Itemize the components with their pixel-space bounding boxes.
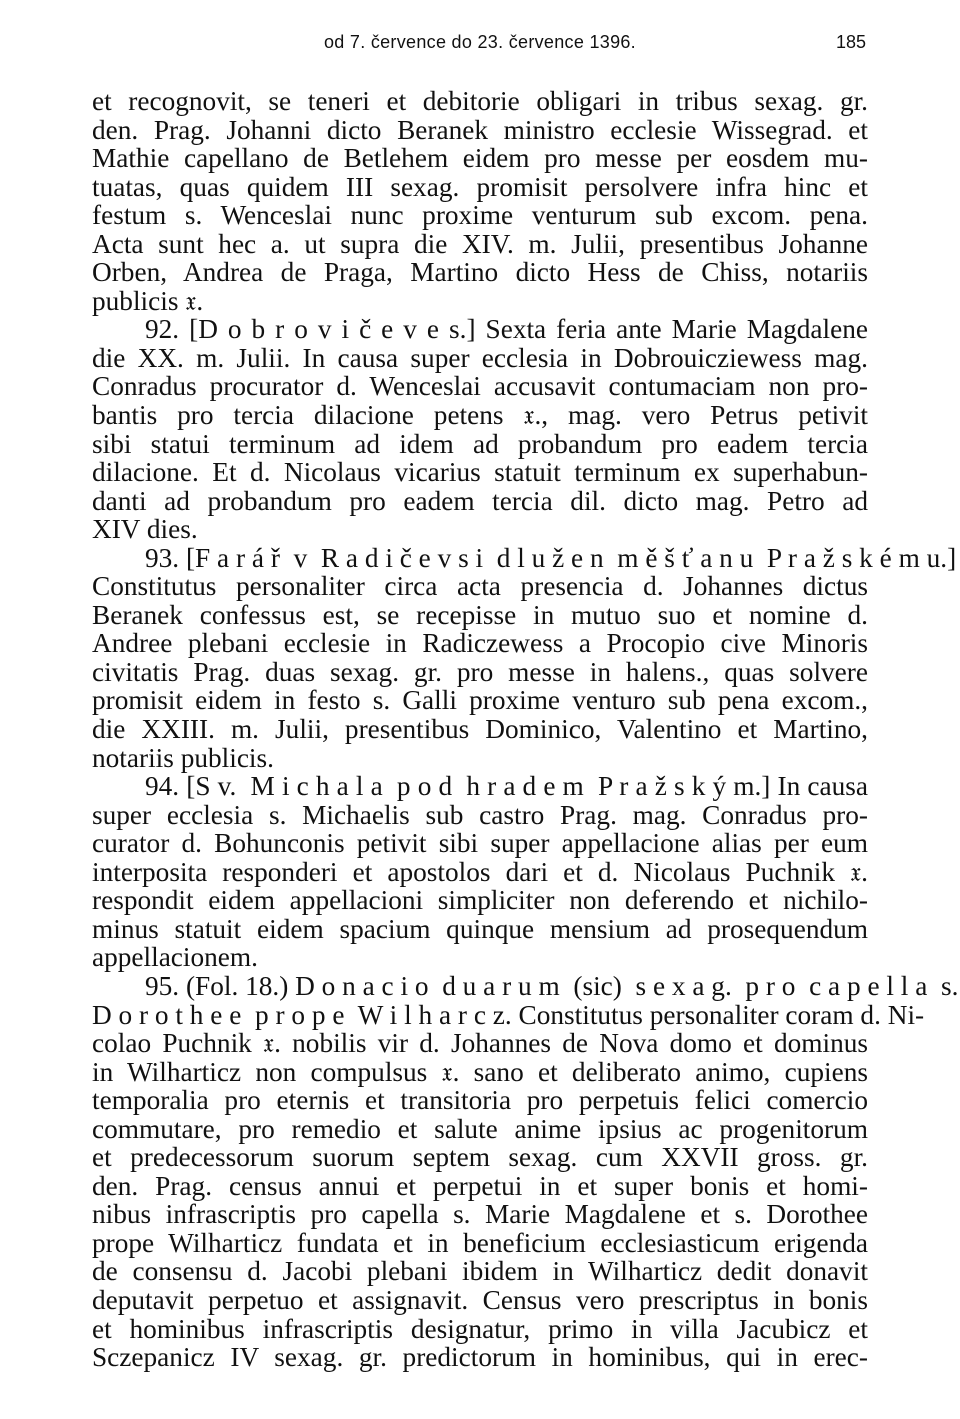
- text-line: deputavit perpetuo et assignavit. Census vero prescriptus in bonis: [92, 1284, 868, 1315]
- text-line: et hominibus infrascriptis designatur, primo in villa Jacubicz et: [92, 1313, 868, 1344]
- text-line: commutare, pro remedio et salute anime ipsius ac progenitorum: [92, 1113, 868, 1144]
- text-line: respondit eidem appellacioni simpliciter non deferendo et nichilo-: [92, 885, 868, 916]
- text-line: appellacionem.: [92, 942, 258, 973]
- text-line: danti ad probandum pro eadem tercia dil. dicto mag. Petro ad: [92, 485, 868, 516]
- text-line: Orben, Andrea de Praga, Martino dicto Hess de Chiss, notariis: [92, 257, 868, 288]
- text-line: 92. [D o b r o v i č e v e s.] Sexta feria ante Marie Magdalene: [145, 314, 868, 345]
- text-line: Andree plebani ecclesie in Radiczewess a Procopio cive Minoris: [92, 628, 868, 659]
- text-line: tuatas, quas quidem III sexag. promisit persolvere infra hinc et: [92, 171, 868, 202]
- page-number: 185: [835, 32, 866, 52]
- running-header-title: od 7. července do 23. července 1396.: [323, 32, 636, 52]
- text-line: super ecclesia s. Michaelis sub castro Prag. mag. Conradus pro-: [92, 799, 868, 830]
- text-line: publicis 𝔵.: [92, 285, 204, 316]
- text-line: 95. (Fol. 18.) D o n a c i o d u a r u m (sic) s e x a g. p r o c a p e l l a s.: [145, 970, 959, 1001]
- text-line: notariis publicis.: [92, 742, 274, 773]
- text-line: de consensu d. Jacobi plebani ibidem in Wilharticz dedit donavit: [92, 1256, 868, 1287]
- text-line: Constitutus personaliter circa acta presencia d. Johannes dictus: [92, 571, 868, 602]
- text-line: XIV dies.: [92, 514, 198, 545]
- text-line: colao Puchnik 𝔵. nobilis vir d. Johannes de Nova domo et dominus: [92, 1028, 868, 1059]
- text-line: bantis pro tercia dilacione petens 𝔵., mag. vero Petrus petivit: [92, 400, 868, 431]
- text-line: et recognovit, se teneri et debitorie obligari in tribus sexag. gr.: [92, 86, 868, 116]
- text-line: Mathie capellano de Betlehem eidem pro messe per eosdem mu-: [92, 143, 868, 174]
- text-line: prope Wilharticz fundata et in beneficium ecclesiasticum erigenda: [92, 1227, 868, 1258]
- text-line: et predecessorum suorum septem sexag. cum XXVII gross. gr.: [92, 1142, 868, 1173]
- text-line: den. Prag. Johanni dicto Beranek ministro ecclesie Wissegrad. et: [92, 114, 868, 145]
- text-line: Beranek confessus est, se recepisse in mutuo suo et nomine d.: [92, 599, 868, 630]
- text-line: festum s. Wenceslai nunc proxime venturum sub excom. pena.: [92, 200, 868, 231]
- text-line: den. Prag. census annui et perpetui in et super bonis et homi-: [92, 1170, 868, 1201]
- text-line: D o r o t h e e p r o p e W i l h a r c z. Constitutus personaliter coram d. Ni-: [92, 999, 925, 1030]
- text-line: 94. [S v. M i c h a l a p o d h r a d e m P r a ž s k ý m.] In causa: [145, 771, 868, 802]
- text-line: nibus infrascriptis pro capella s. Marie Magdalene et s. Dorothee: [92, 1199, 868, 1230]
- text-line: civitatis Prag. duas sexag. gr. pro messe in halens., quas solvere: [92, 656, 868, 687]
- text-line: sibi statui terminum ad idem ad probandum pro eadem tercia: [92, 428, 868, 459]
- text-line: promisit eidem in festo s. Galli proxime venturo sub pena excom.,: [92, 685, 868, 716]
- text-line: interposita responderi et apostolos dari et d. Nicolaus Puchnik 𝔵.: [92, 856, 868, 887]
- text-line: die XXIII. m. Julii, presentibus Dominico, Valentino et Martino,: [92, 714, 868, 745]
- running-header: [92, 32, 868, 56]
- text-line: Conradus procurator d. Wenceslai accusavit contumaciam non pro-: [92, 371, 868, 402]
- text-line: curator d. Bohunconis petivit sibi super appellacione alias per eum: [92, 828, 868, 859]
- text-line: temporalia pro eternis et transitoria pro perpetuis felici comercio: [92, 1085, 868, 1116]
- text-line: in Wilharticz non compulsus 𝔵. sano et deliberato animo, cupiens: [92, 1056, 868, 1087]
- text-line: Sczepanicz IV sexag. gr. predictorum in hominibus, qui in erec-: [92, 1342, 868, 1373]
- text-line: minus statuit eidem spacium quinque mensium ad prosequendum: [92, 913, 868, 944]
- text-line: 93. [F a r á ř v R a d i č e v s i d l u ž e n m ě š ť a n u P r a ž s k é m u.]: [145, 542, 957, 573]
- text-line: dilacione. Et d. Nicolaus vicarius statuit terminum ex superhabun-: [92, 457, 868, 488]
- body-text: [92, 86, 959, 1373]
- text-line: Acta sunt hec a. ut supra die XIV. m. Julii, presentibus Johanne: [92, 228, 868, 259]
- text-line: die XX. m. Julii. In causa super ecclesia in Dobrouicziewess mag.: [92, 342, 868, 373]
